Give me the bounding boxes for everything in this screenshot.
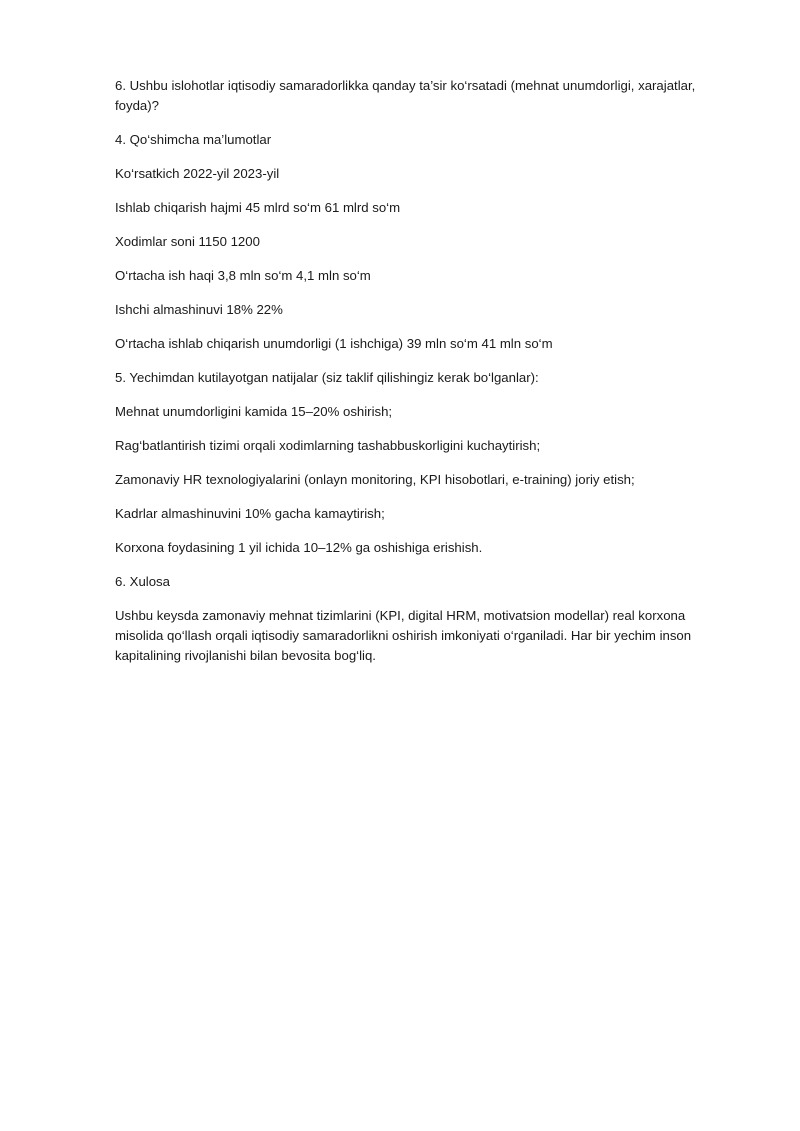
indicator-production-volume: Ishlab chiqarish hajmi 45 mlrd so‘m 61 mlrd so‘m — [115, 200, 401, 215]
question-6: 6. Ushbu islohotlar iqtisodiy samaradorlikka qanday ta’sir ko‘rsatadi (mehnat unumdorligi, xarajatlar, foyda)? — [115, 78, 696, 113]
result-item-productivity: Mehnat unumdorligini kamida 15–20% oshirish; — [115, 404, 393, 419]
indicator-average-salary: O‘rtacha ish haqi 3,8 mln so‘m 4,1 mln so‘m — [115, 268, 371, 283]
section-heading-expected-results: 5. Yechimdan kutilayotgan natijalar (siz taklif qilishingiz kerak bo‘lganlar): — [115, 370, 539, 385]
indicator-employee-count: Xodimlar soni 1150 1200 — [115, 234, 260, 249]
conclusion-paragraph: Ushbu keysda zamonaviy mehnat tizimlarini (KPI, digital HRM, motivatsion modellar) real korxona misolida qo‘llash orqali iqtisodiy samaradorlikni oshirish imkoniyati o‘rganiladi. Har bir yechim inson kapitalining rivojlanishi bilan bevosita bog‘liq. — [115, 608, 692, 663]
section-heading-conclusion: 6. Xulosa — [115, 574, 170, 589]
indicator-staff-turnover: Ishchi almashinuvi 18% 22% — [115, 302, 283, 317]
indicator-productivity: O‘rtacha ishlab chiqarish unumdorligi (1 ishchiga) 39 mln so‘m 41 mln so‘m — [115, 336, 553, 351]
table-header-line: Ko‘rsatkich 2022-yil 2023-yil — [115, 166, 280, 181]
result-item-incentives: Rag‘batlantirish tizimi orqali xodimlarning tashabbuskorligini kuchaytirish; — [115, 438, 541, 453]
result-item-hr-tech: Zamonaviy HR texnologiyalarini (onlayn monitoring, KPI hisobotlari, e-training) joriy etish; — [115, 472, 635, 487]
result-item-profit: Korxona foydasining 1 yil ichida 10–12% ga oshishiga erishish. — [115, 540, 483, 555]
section-heading-additional-info: 4. Qo‘shimcha ma’lumotlar — [115, 132, 272, 147]
document-body — [115, 76, 725, 680]
result-item-turnover: Kadrlar almashinuvini 10% gacha kamaytirish; — [115, 506, 385, 521]
